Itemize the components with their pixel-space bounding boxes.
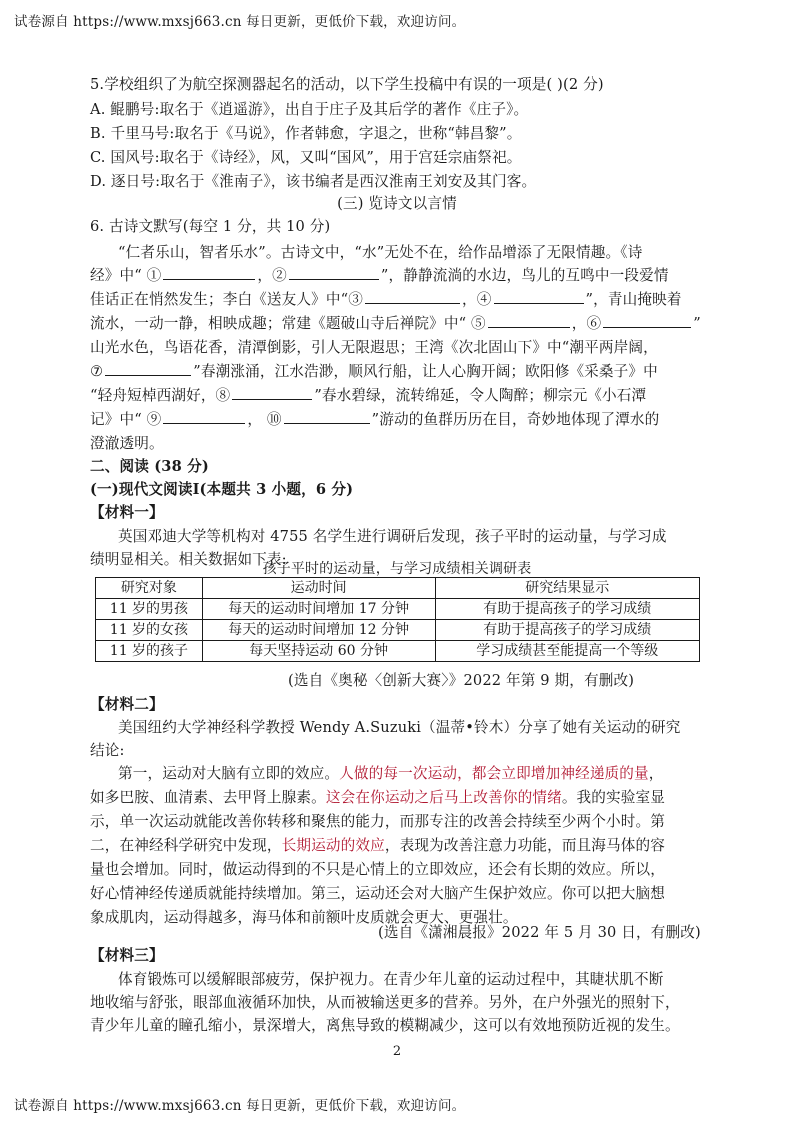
table-cell: 11 岁的男孩 bbox=[96, 599, 203, 620]
highlighted-text: 长期运动的效应 bbox=[281, 837, 385, 854]
table-header: 运动时间 bbox=[202, 578, 435, 599]
table-header-row bbox=[96, 578, 700, 599]
question-6-line: 山光水色，鸟语花香，清潭倒影，引人无限遐思；王湾《次北固山下》中“潮平两岸阔， bbox=[90, 339, 658, 356]
table-cell: 有助于提高孩子的学习成绩 bbox=[435, 620, 700, 641]
question-6-line: 佳话正在悄然发生；李白《送友人》中“③ ，④ ”，青山掩映着 bbox=[90, 291, 682, 308]
part-2-title: 二、阅读 (38 分) bbox=[90, 458, 209, 475]
material-2-line: 好心情神经传递质就能持续增加。第三，运动还会对大脑产生保护效应。你可以把大脑想 bbox=[90, 885, 666, 902]
question-5-option-c: C. 国风号:取名于《诗经》，风，又叫“国风”，用于宫廷宗庙祭祀。 bbox=[90, 149, 522, 166]
table-cell: 学习成绩甚至能提高一个等级 bbox=[435, 641, 700, 662]
material-2-line: 第一，运动对大脑有立即的效应。人做的每一次运动，都会立即增加神经递质的量， bbox=[118, 765, 664, 782]
material-3-label: 【材料三】 bbox=[90, 947, 164, 964]
page-footer-watermark: 试卷源自 https://www.mxsj663.cn 每日更新，更低价下载，欢迎访问。 bbox=[14, 1098, 466, 1114]
material-2-line: 示，单一次运动就能改善你转移和聚焦的能力，而那专注的改善会持续至少两个小时。第 bbox=[90, 813, 666, 830]
material-1-label: 【材料一】 bbox=[90, 504, 164, 521]
answer-blank-9[interactable] bbox=[163, 409, 245, 424]
question-5-option-b: B. 千里马号:取名于《马说》，作者韩愈，字退之，世称“韩昌黎”。 bbox=[90, 125, 522, 142]
highlighted-text: 人做的每一次运动，都会立即增加神经递质的量 bbox=[339, 765, 649, 782]
material-3-line: 地收缩与舒张，眼部血液循环加快，从而被输送更多的营养。另外，在户外强光的照射下， bbox=[90, 994, 680, 1011]
answer-blank-4[interactable] bbox=[494, 289, 584, 304]
question-6-line: 记》中“ ⑨ ， ⑩ ”游动的鱼群历历在目，奇妙地体现了潭水的 bbox=[90, 411, 660, 428]
table-header: 研究结果显示 bbox=[435, 578, 700, 599]
answer-blank-3[interactable] bbox=[365, 289, 460, 304]
answer-blank-6[interactable] bbox=[603, 313, 691, 328]
material-3-line: 体育锻炼可以缓解眼部疲劳，保护视力。在青少年儿童的运动过程中，其睫状肌不断 bbox=[118, 971, 664, 988]
material-2-line: 二，在神经科学研究中发现，长期运动的效应，表现为改善注意力功能，而且海马体的容 bbox=[90, 837, 666, 854]
table-cell: 每天的运动时间增加 17 分钟 bbox=[202, 599, 435, 620]
table-cell: 每天坚持运动 60 分钟 bbox=[202, 641, 435, 662]
material-2-label: 【材料二】 bbox=[90, 696, 164, 713]
question-6-line: 流水，一动一静，相映成趣；常建《题破山寺后禅院》中“ ⑤ ，⑥ ” bbox=[90, 315, 701, 332]
answer-blank-1[interactable] bbox=[163, 265, 255, 280]
material-2-line: 量也会增加。同时，做运动得到的不只是心情上的立即效应，还会有长期的效应。所以， bbox=[90, 861, 666, 878]
answer-blank-8[interactable] bbox=[232, 385, 312, 400]
question-6-line: ⑦ ”春潮涨涌，江水浩渺，顺风行船，让人心胸开阔；欧阳修《采桑子》中 bbox=[90, 363, 658, 380]
answer-blank-10[interactable] bbox=[284, 409, 370, 424]
reading-1-title: (一)现代文阅读Ⅰ(本题共 3 小题，6 分) bbox=[90, 481, 354, 498]
question-5-stem: 5.学校组织了为航空探测器起名的活动，以下学生投稿中有误的一项是( )(2 分) bbox=[90, 76, 604, 93]
page-header-watermark: 试卷源自 https://www.mxsj663.cn 每日更新，更低价下载，欢迎访问。 bbox=[14, 14, 466, 30]
table-header: 研究对象 bbox=[96, 578, 203, 599]
question-6-line: “轻舟短棹西湖好，⑧ ”春水碧绿，流转绵延，令人陶醉；柳宗元《小石潭 bbox=[90, 387, 647, 404]
answer-blank-5[interactable] bbox=[488, 313, 570, 328]
table-row bbox=[96, 599, 700, 620]
question-6-line: “仁者乐山，智者乐水”。古诗文中，“水”无处不在，给作品增添了无限情趣。《诗 bbox=[118, 244, 643, 261]
question-5-option-a: A. 鲲鹏号:取名于《逍遥游》，出自于庄子及其后学的著作《庄子》。 bbox=[90, 101, 529, 118]
table-cell: 有助于提高孩子的学习成绩 bbox=[435, 599, 700, 620]
section-3-title: (三) 览诗文以言情 bbox=[337, 195, 457, 212]
material-1-paragraph: 绩明显相关。相关数据如下表: bbox=[90, 551, 287, 568]
question-6-stem: 6. 古诗文默写(每空 1 分，共 10 分) bbox=[90, 218, 331, 235]
material-2-source: (选自《潇湘晨报》2022 年 5 月 30 日，有删改) bbox=[378, 924, 701, 941]
page-number: 2 bbox=[392, 1044, 402, 1059]
table-row bbox=[96, 641, 700, 662]
material-3-line: 青少年儿童的瞳孔缩小，景深增大，离焦导致的模糊减少，这可以有效地预防近视的发生。 bbox=[90, 1017, 680, 1034]
material-2-line: 如多巴胺、血清素、去甲肾上腺素。这会在你运动之后马上改善你的情绪。我的实验室显 bbox=[90, 789, 666, 806]
table-cell: 11 岁的女孩 bbox=[96, 620, 203, 641]
question-6-line: 澄澈透明。 bbox=[90, 435, 164, 452]
material-1-paragraph: 英国邓迪大学等机构对 4755 名学生进行调研后发现，孩子平时的运动量，与学习成 bbox=[118, 528, 667, 545]
answer-blank-2[interactable] bbox=[289, 265, 379, 280]
material-2-intro: 结论: bbox=[90, 742, 125, 759]
survey-table bbox=[95, 577, 700, 662]
highlighted-text: 这会在你运动之后马上改善你的情绪 bbox=[325, 789, 562, 806]
table-cell: 每天的运动时间增加 12 分钟 bbox=[202, 620, 435, 641]
table-row bbox=[96, 620, 700, 641]
table-cell: 11 岁的孩子 bbox=[96, 641, 203, 662]
question-5-option-d: D. 逐日号:取名于《淮南子》，该书编者是西汉淮南王刘安及其门客。 bbox=[90, 173, 537, 190]
question-6-line: 经》中“ ① ，② ”，静静流淌的水边，鸟儿的互鸣中一段爱情 bbox=[90, 267, 669, 284]
material-2-intro: 美国纽约大学神经科学教授 Wendy A.Suzuki（温蒂•铃木）分享了她有关运动的研究 bbox=[118, 719, 681, 736]
material-1-source: (选自《奥秘〈创新大赛〉》2022 年第 9 期，有删改) bbox=[288, 672, 635, 689]
table-title: 孩子平时的运动量，与学习成绩相关调研表 bbox=[262, 561, 532, 577]
answer-blank-7[interactable] bbox=[105, 361, 191, 376]
material-2-line: 象成肌肉，运动得越多，海马体和前额叶皮质就会更大、更强壮。 bbox=[90, 909, 518, 926]
